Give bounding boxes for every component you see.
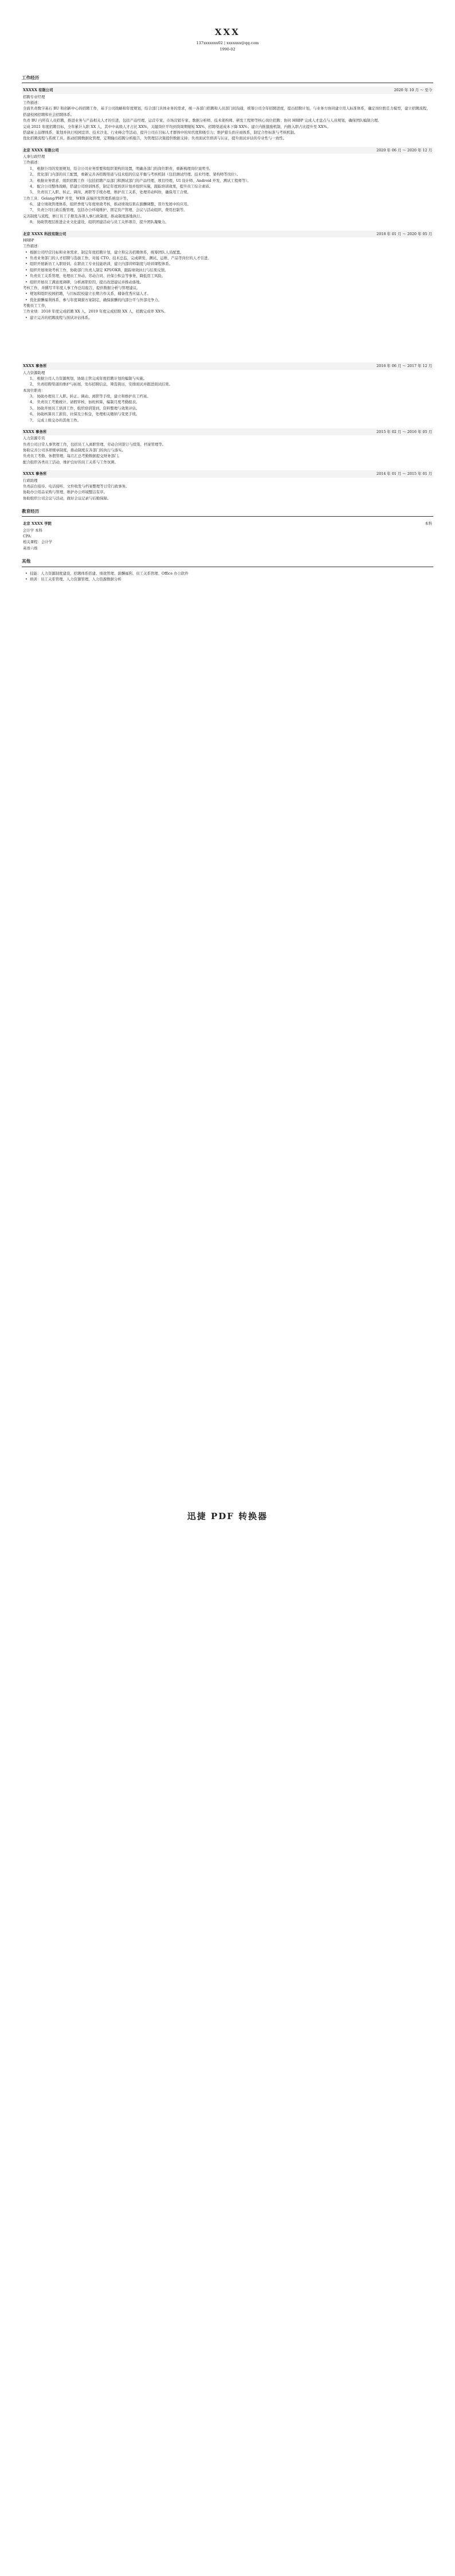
edu-line: 相关课程：会计学 <box>23 540 53 545</box>
job-desc-line: 全面负责数字基石 BU 和创新中心的招聘工作，基于公司战略和年度规划，结合部门具体业务的需求，统一各部门招聘和人员部门间沟通，统筹公司全年招聘进度，提出招聘计划，与业务方协同建立用人标准体系，确定岗位胜任力模型，建立招聘流程，搭建校园招聘和社会招聘体系。 <box>23 106 430 117</box>
job-desc-line: • 建立完善的招聘流程与面试评估体系。 <box>22 315 433 321</box>
job-desc-line: 负责 BU 内所有人员招聘，推进业务与产品相关人才的引进，包括产品经理、运营专家、市场营销专家、数据分析师、技术架构师、研发工程师等核心岗位招聘；协同 HRBP 完成人才盘点与人员规划，确保团队编制合理。 <box>23 118 382 123</box>
job-desc-line: 5、 负责员工入职、转正、调岗、离职等手续办理，维护员工关系，处理劳动纠纷，确保用工合规。 <box>30 190 191 195</box>
job-desc-line: 优化招聘流程与系统工具，推动招聘数据化管理，定期输出招聘分析报告，为管理层决策提供数据支持；负责面试官培训与认证，提升面试评估的专业性与一致性。 <box>23 136 287 141</box>
job-date: 2016 年 06 月 ～ 2017 年 12 月 <box>376 364 432 369</box>
job-desc-label: 工作描述： <box>23 160 41 165</box>
birth-date: 1990-02 <box>219 46 236 52</box>
job-desc-line: 工作业绩：2018 年度完成招聘 XX 人，2019 年度完成招聘 XX 人，招聘完成率 XX%。 <box>23 309 168 314</box>
job-head <box>22 87 433 93</box>
job-desc-line: • 负责员工关系管理，处理员工异动、劳动合同、社保公积金等事务，降低用工风险。 <box>22 273 433 279</box>
job-desc-line: 负责员工考勤、休假管理，每月汇总考勤数据提交财务部门。 <box>23 454 122 459</box>
job-entry <box>22 87 433 141</box>
job-role: HRBP <box>23 237 34 243</box>
job-desc-line: 协助完善公司各项规章制度，推动制度在各部门的执行与落实。 <box>23 448 125 453</box>
job-desc-line: 4、 负责员工考勤统计、请假审核、加班核算，编制月度考勤报表。 <box>30 400 140 405</box>
edu-line: 英语六级 <box>23 545 38 551</box>
job-desc-line: 负责公司日常人事管理工作，包括员工入离职管理、劳动合同签订与续签、档案管理等。 <box>23 442 166 447</box>
job-desc-line: 协助办公用品采购与管理，维护办公环境整洁有序。 <box>23 490 107 495</box>
other-line: • 技能：人力资源制度建设、招聘体系搭建、绩效管理、薪酬福利、员工关系管理、Office 办公软件 <box>22 571 433 576</box>
company-name: XXXXX 有限公司 <box>23 88 53 93</box>
job-head <box>22 147 433 154</box>
edu-line: CPA： <box>23 534 34 539</box>
other-section-title: 其他 <box>22 558 433 567</box>
job-desc-line: 8、 协助管理层推进企业文化建设，组织团建活动与员工关怀项目，提升团队凝聚力。 <box>30 220 169 225</box>
job-desc-line: 3、 协助办理员工入职、转正、调动、离职等手续，建立和维护员工档案。 <box>30 394 151 399</box>
job-date: 2015 年 02 月 ～ 2016 年 05 月 <box>376 429 432 434</box>
job-desc-line: 6、 协助核算员工薪资、社保及公积金，处理相关缴纳与变更手续。 <box>30 412 140 417</box>
job-head <box>22 231 433 237</box>
job-desc-line: 3、 根据业务需求，组织招聘工作（包括招聘产品部门和测试部门的产品经理、项目经理、UI 设计师、Android 开发、测试工程师等）。 <box>30 178 251 183</box>
job-entry <box>22 147 433 225</box>
job-desc-line: 工作工具：Golang/PHP 开发，WEB 前端开发管理系统设计等。 <box>23 196 131 201</box>
contact-info: 137xxxxxxx02 | xxxxxxx@qq.com <box>196 41 259 46</box>
edu-head <box>22 520 433 527</box>
job-desc-line: 考核工作，并撰写半年度人事工作总结报告，提供数据分析与管理建议。 <box>23 285 140 290</box>
job-role: 招聘专业经理 <box>23 94 45 99</box>
job-date: 2020 年 10 月 ～ 至今 <box>394 88 432 93</box>
job-role: 人事行政经理 <box>23 154 45 159</box>
job-desc-line: • 组织开展绩效考核工作，协助部门负责人制定 KPI/OKR，跟踪绩效执行与结果反馈。 <box>22 267 433 273</box>
job-desc-line: • 规划和组织校园招聘，与目标院校建立长期合作关系，储备优秀应届人才。 <box>22 291 433 296</box>
job-desc-line: • 组织开展新员工入职培训、在职员工专业技能培训，建立内部讲师制度与培训课程体系。 <box>22 261 433 267</box>
job-desc-line: 7、 负责公司行政后勤管理，包括办公环境维护、固定资产管理、会议与活动组织、费用控制等。 <box>30 208 187 213</box>
job-desc-line: • 组织开展员工满意度调研，分析离职原因，提出改进建议并推动落地。 <box>22 279 433 285</box>
degree-note: 本科 <box>425 521 432 526</box>
resume-header <box>0 25 455 52</box>
company-name: XXXX 事务所 <box>23 364 47 369</box>
job-desc-line: 负责前台接待、电话接听、文件收发与档案整理等日常行政事务。 <box>23 483 130 489</box>
job-desc-line: 考勤员工工作， <box>23 303 49 309</box>
job-desc-line: 2、 负责招聘渠道的维护与拓展，发布招聘信息，筛选简历，安排面试并跟进面试结果。 <box>30 382 172 387</box>
job-date: 2014 年 01 月 ～ 2015 年 01 月 <box>376 471 432 477</box>
job-entry <box>22 362 433 423</box>
job-desc-line: 1、 根据公司的发展规划，结合公司业务需要和组织架构的设置，明确各部门的岗位职责，重新梳理岗位说明书。 <box>30 166 213 171</box>
job-desc-line: 6、 建立绩效管理体系，组织季度与年度绩效考核，推动绩效结果在薪酬调整、晋升发展中的应用。 <box>30 202 191 207</box>
job-head <box>22 362 433 369</box>
job-date: 2018 年 01 月 ～ 2020 年 05 月 <box>376 231 432 236</box>
job-desc-label: 工作描述： <box>23 244 41 249</box>
company-name: XXXX 事务所 <box>23 471 47 477</box>
job-role: 人力资源助理 <box>23 370 45 375</box>
job-entry <box>22 470 433 501</box>
job-desc-line: 1、 根据公司人力资源规划，协助主管完成年度招聘计划的编制与实施。 <box>30 376 147 381</box>
job-desc-line: 协助组织公司会议与活动，做好会议记录与后勤保障。 <box>23 495 111 501</box>
job-desc-label: 工作描述： <box>23 100 41 106</box>
job-desc-line: 完善制度与流程，修订员工手册及各项人事行政制度，推动制度落地执行。 <box>23 213 144 218</box>
page-gap <box>22 326 433 362</box>
job-desc-line: 2、 优化部门内部的员工配置，重新完善各招聘渠道与技术组的信息平衡与考核机制（包括测试经理、技术经理、架构师等岗位）。 <box>30 172 241 177</box>
job-head <box>22 470 433 477</box>
job-entry <box>22 428 433 465</box>
job-desc-line: 5、 协助开展员工培训工作，组织培训签到、资料整理与效果评估。 <box>30 405 140 411</box>
job-head <box>22 428 433 435</box>
candidate-name: XXX <box>215 27 240 37</box>
job-desc-line: 完成 2021 年度招聘目标，全年累计入职 XX 人，其中中高级人才占比 XX%，关键岗位平均到岗周期缩短 XX%，招聘渠道成本下降 XX%；建立内推激励机制，内推入职占比提升至 XX%。 <box>23 124 331 129</box>
other-line: • 培训：员工关系管理、人力资源管理、人力资源数据分析 <box>22 576 433 582</box>
job-desc-line: • 负责业务部门的人才招聘与选拔工作，对接 CTO、技术总监，完成研发、测试、运维、产品等岗位的人才引进。 <box>22 255 433 261</box>
resume-content <box>22 75 433 582</box>
edu-section-title: 教育经历 <box>22 508 433 517</box>
job-desc-line: 7、 完成上级交办的其他工作。 <box>30 417 81 423</box>
job-desc-line: 本岗位职责： <box>23 388 45 393</box>
edu-entry <box>22 520 433 551</box>
work-experience-list <box>22 87 433 501</box>
job-desc-line: 4、 配合公司整体战略，搭建公司培训体系，制定年度培训计划并组织实施，跟踪培训效果，提升员工综合素质。 <box>30 184 213 189</box>
job-desc-line: 配合组织各类员工活动，维护良好的员工关系与工作氛围。 <box>23 459 119 465</box>
company-name: 北京 XXXX 科技有限公司 <box>23 231 66 236</box>
edu-major: 会计学 本科 <box>23 528 42 533</box>
work-section-title: 工作经历 <box>22 75 433 83</box>
job-role: 人力资源专员 <box>23 436 45 441</box>
company-name: 北京 XXXX 有限公司 <box>23 147 59 153</box>
other-entry <box>22 571 433 583</box>
job-desc-line: • 根据公司经营目标和业务需求，制定年度招聘计划，建立和完善招聘体系，统筹团队人员配置。 <box>22 249 433 255</box>
school-name: 北京 XXXX 学院 <box>23 521 52 526</box>
company-name: XXXX 事务所 <box>23 429 47 434</box>
job-desc-line: 搭建雇主品牌体系，策划并执行校园宣讲、技术沙龙、行业峰会等活动，提升公司在目标人才群体中的知名度和吸引力；维护猎头供应商体系，制定合作标准与考核机制。 <box>23 130 298 135</box>
job-role: 行政助理 <box>23 478 38 483</box>
job-date: 2020 年 06 月 ～ 2020 年 12 月 <box>376 147 432 153</box>
footer-watermark: 迅捷 PDF 转换器 <box>187 1511 268 1521</box>
job-desc-line: • 优化薪酬福利体系，参与年度调薪方案制定，确保薪酬的内部公平与外部竞争力。 <box>22 297 433 303</box>
job-entry <box>22 231 433 321</box>
